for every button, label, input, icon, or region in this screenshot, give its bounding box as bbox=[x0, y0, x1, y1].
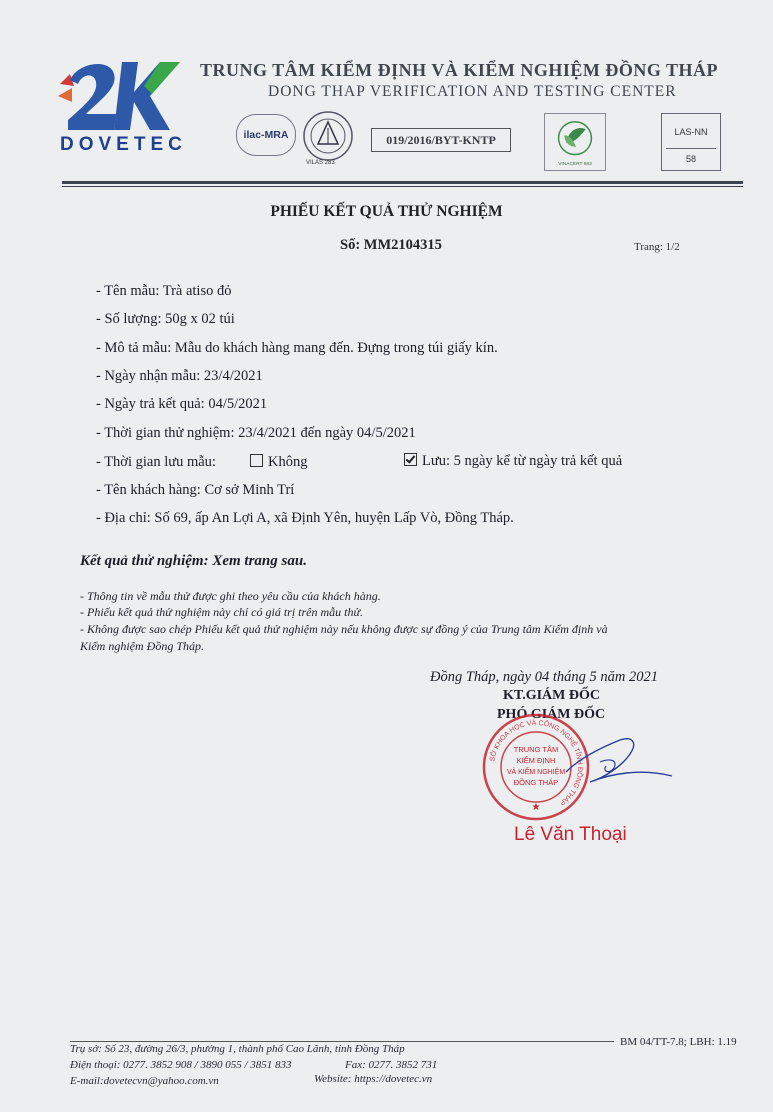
checkbox-checked-icon bbox=[404, 453, 417, 466]
storage-option-yes bbox=[404, 453, 622, 470]
dovetec-logo-icon bbox=[56, 56, 186, 136]
place-date: Đồng Tháp, ngày 04 tháng 5 năm 2021 bbox=[430, 669, 658, 685]
signer-name: Lê Văn Thoại bbox=[514, 824, 627, 845]
footer-fax: Fax: 0277. 3852 731 bbox=[345, 1059, 438, 1071]
field-received-date: - Ngày nhận mẫu: 23/4/2021 bbox=[96, 368, 263, 384]
vinacert-label: VINACERT 583 bbox=[558, 162, 592, 168]
signer-role-line1: KT.GIÁM ĐỐC bbox=[503, 688, 600, 703]
stamp-text-line: VÀ KIỂM NGHIỆM bbox=[506, 769, 566, 776]
document-number: Số: MM2104315 bbox=[340, 237, 442, 253]
vinacert-leaf-icon bbox=[544, 113, 606, 171]
field-description: - Mô tả mẫu: Mẫu do khách hàng mang đến. Đựng trong túi giấy kín. bbox=[96, 340, 498, 356]
header-divider-thin bbox=[62, 186, 743, 187]
footer-website: Website: https://dovetec.vn bbox=[314, 1073, 433, 1085]
organization-name-en: DONG THAP VERIFICATION AND TESTING CENTER bbox=[268, 83, 677, 100]
stamp-text-line: KIỂM ĐỊNH bbox=[516, 756, 556, 765]
footer-phone: Điện thoại: 0277. 3852 908 / 3890 055 / 3851 833 bbox=[70, 1059, 292, 1071]
certification-number-badge: 019/2016/BYT-KNTP bbox=[371, 128, 511, 152]
organization-name-vn: TRUNG TÂM KIỂM ĐỊNH VÀ KIỂM NGHIỆM ĐỒNG THÁP bbox=[200, 60, 719, 80]
las-nn-label: LAS-NN bbox=[674, 127, 708, 137]
stamp-text-line: TRUNG TÂM bbox=[513, 745, 559, 754]
note-line: - Không được sao chép Phiếu kết quả thử nghiệm này nếu không được sự đồng ý của Trung tâm Kiểm định và bbox=[80, 622, 608, 636]
vilas-label: VILAS 283 bbox=[306, 160, 335, 166]
field-test-period: - Thời gian thử nghiệm: 23/4/2021 đến ngày 04/5/2021 bbox=[96, 425, 416, 441]
field-quantity: - Số lượng: 50g x 02 túi bbox=[96, 311, 235, 327]
logo-name: DOVETEC bbox=[60, 134, 187, 155]
signer-role-line2: PHÓ GIÁM ĐỐC bbox=[497, 707, 606, 722]
document-title: PHIẾU KẾT QUẢ THỬ NGHIỆM bbox=[270, 203, 503, 220]
note-line: - Thông tin về mẫu thử được ghi theo yêu cầu của khách hàng. bbox=[80, 589, 381, 603]
las-nn-badge bbox=[661, 113, 721, 171]
vilas-accreditation-icon bbox=[302, 110, 354, 162]
las-nn-number: 58 bbox=[685, 154, 696, 164]
stamp-ring-text: SỞ KHOA HỌC VÀ CÔNG NGHỆ TỈNH ĐỒNG THÁP bbox=[489, 719, 584, 807]
footer-divider bbox=[70, 1041, 614, 1042]
field-return-date: - Ngày trả kết quả: 04/5/2021 bbox=[96, 396, 268, 412]
stamp-text-line: ĐỒNG THÁP bbox=[513, 778, 559, 787]
form-code: BM 04/TT-7.8; LBH: 1.19 bbox=[620, 1036, 737, 1048]
checkbox-unchecked-icon bbox=[250, 454, 263, 467]
footer-address: Trụ sở: Số 23, đường 26/3, phường 1, thành phố Cao Lãnh, tỉnh Đồng Tháp bbox=[70, 1043, 405, 1055]
header-divider-thick bbox=[62, 181, 743, 184]
handwritten-signature-icon bbox=[560, 728, 675, 798]
field-storage-label: - Thời gian lưu mẫu: bbox=[96, 454, 216, 470]
note-line: Kiểm nghiệm Đồng Tháp. bbox=[80, 639, 204, 653]
field-customer: - Tên khách hàng: Cơ sở Minh Trí bbox=[96, 482, 295, 498]
storage-option-no-label: Không bbox=[268, 454, 308, 470]
note-line: - Phiếu kết quả thử nghiệm này chỉ có giá trị trên mẫu thử. bbox=[80, 605, 364, 619]
field-address: - Địa chỉ: Số 69, ấp An Lợi A, xã Định Yên, huyện Lấp Vò, Đồng Tháp. bbox=[96, 510, 514, 526]
storage-option-yes-label: Lưu: 5 ngày kể từ ngày trả kết quả bbox=[422, 453, 623, 469]
storage-option-no bbox=[250, 454, 307, 471]
page-number: Trang: 1/2 bbox=[634, 241, 680, 253]
test-results-line: Kết quả thử nghiệm: Xem trang sau. bbox=[80, 553, 307, 569]
footer-email: E-mail:dovetecvn@yahoo.com.vn bbox=[70, 1075, 219, 1087]
svg-text:★: ★ bbox=[531, 802, 541, 813]
field-sample-name: - Tên mẫu: Trà atiso đỏ bbox=[96, 283, 232, 299]
ilac-mra-badge: ilac-MRA bbox=[236, 114, 296, 156]
